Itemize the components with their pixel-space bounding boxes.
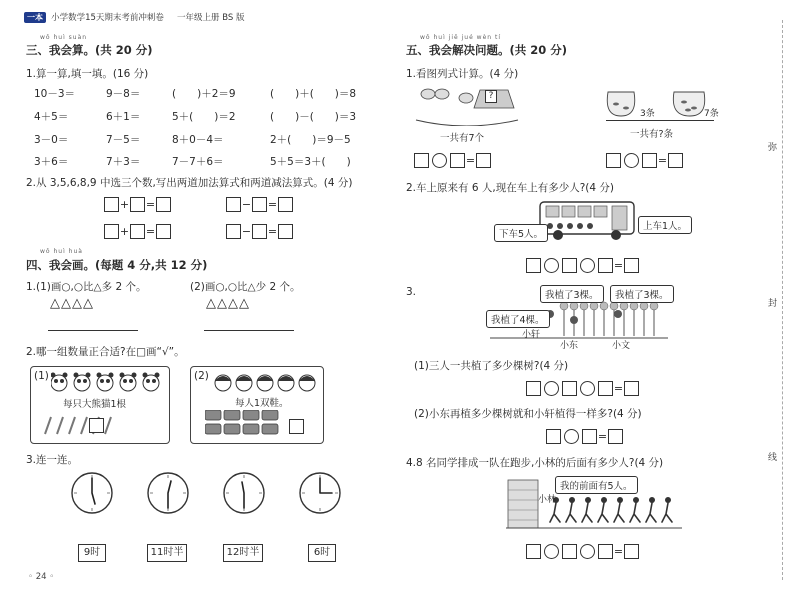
- name-xiaolin: 小林: [538, 495, 557, 505]
- calc-cell: 3＋6＝: [34, 156, 69, 168]
- calc-cell: 9－8＝: [106, 88, 141, 100]
- section5-title: 五、我会解决问题。(共 20 分): [406, 43, 568, 57]
- answer-circle[interactable]: [564, 429, 579, 444]
- answer-box[interactable]: [546, 429, 561, 444]
- answer-box[interactable]: [624, 381, 639, 396]
- section4-q1-title2: (2)画○,○比△少 2 个。: [190, 281, 301, 293]
- calc-cell: 5＋5＝3＋( ): [270, 156, 351, 168]
- time-box-2[interactable]: 11时半: [147, 544, 187, 562]
- group2-label: (2): [194, 370, 209, 382]
- binding-char-3: 线: [768, 453, 778, 463]
- answer-circle[interactable]: [544, 544, 559, 559]
- group1-label: (1): [34, 370, 49, 382]
- fish-brace: [606, 120, 714, 121]
- triangles-2: △△△△: [206, 296, 250, 311]
- answer-box[interactable]: [450, 153, 465, 168]
- answer-box[interactable]: [252, 224, 267, 239]
- answer-circle[interactable]: [544, 381, 559, 396]
- answer-box[interactable]: [642, 153, 657, 168]
- calc-cell: 7－7＋6＝: [172, 156, 224, 168]
- equation-bus: =: [526, 257, 639, 273]
- section4-title: 四、我会画。(每题 4 分,共 12 分): [26, 258, 208, 272]
- answer-box[interactable]: [526, 381, 541, 396]
- binding-char-1: 弥: [768, 143, 778, 153]
- calc-cell: ( )－( )＝3: [270, 111, 357, 123]
- bubble-tree-c: 我植了4棵。: [486, 310, 550, 328]
- section5-q4-title: 4.8 名同学排成一队在跑步,小林的后面有多少人?(4 分): [406, 457, 664, 469]
- name-xiaoxuan: 小轩: [522, 330, 541, 340]
- answer-circle[interactable]: [580, 258, 595, 273]
- section4-q1-title: 1.(1)画○,○比△多 2 个。: [26, 281, 147, 293]
- time-box-1[interactable]: 9时: [78, 544, 106, 562]
- answer-box[interactable]: [668, 153, 683, 168]
- equation-fruit: =: [414, 152, 491, 168]
- name-xiaodong: 小东: [560, 341, 579, 351]
- calc-cell: 10－3＝: [34, 88, 76, 100]
- answer-box[interactable]: [624, 544, 639, 559]
- calc-cell: 2＋( )＝9－5: [270, 134, 351, 146]
- answer-box[interactable]: [104, 197, 119, 212]
- answer-box[interactable]: [130, 224, 145, 239]
- name-xiaowen: 小文: [612, 341, 631, 351]
- section3-pinyin: wǒ huì suàn: [40, 34, 88, 41]
- fish-caption: 一共有?条: [630, 129, 674, 140]
- answer-box[interactable]: [598, 544, 613, 559]
- answer-circle[interactable]: [544, 258, 559, 273]
- time-box-3[interactable]: 12时半: [223, 544, 263, 562]
- answer-box[interactable]: [608, 429, 623, 444]
- kid-icons: [213, 371, 317, 393]
- bubble-runner: 我的前面有5人。: [555, 476, 638, 494]
- answer-box[interactable]: [598, 258, 613, 273]
- answer-box[interactable]: [606, 153, 621, 168]
- fish-count-a: 3条: [640, 109, 655, 119]
- section3-title: 三、我会算。(共 20 分): [26, 43, 153, 57]
- answer-circle[interactable]: [432, 153, 447, 168]
- answer-box[interactable]: [226, 224, 241, 239]
- calc-cell: ( )＋( )＝8: [270, 88, 357, 100]
- answer-box[interactable]: [562, 258, 577, 273]
- answer-box[interactable]: [562, 544, 577, 559]
- page-number: 24: [35, 572, 47, 582]
- section5-q3-sub2: (2)小东再植多少棵树就和小轩植得一样多?(4 分): [414, 408, 642, 420]
- drawing-line-2[interactable]: [204, 330, 294, 331]
- equation-runners: =: [526, 543, 639, 559]
- bamboo-icons: [41, 414, 131, 436]
- section5-q2-title: 2.车上原来有 6 人,现在车上有多少人?(4 分): [406, 182, 614, 194]
- header-grade: 一年级上册 BS 版: [177, 13, 245, 23]
- equation-sub-1: − =: [226, 196, 293, 212]
- bubble-tree-b: 我植了3棵。: [610, 285, 674, 303]
- answer-box[interactable]: [598, 381, 613, 396]
- answer-box[interactable]: [278, 224, 293, 239]
- answer-circle[interactable]: [580, 381, 595, 396]
- shoe-icons: [205, 410, 301, 438]
- equation-sub-2: − =: [226, 223, 293, 239]
- equation-add-1: + =: [104, 196, 171, 212]
- section5-q3-title: 3.: [406, 286, 417, 298]
- calc-cell: 6＋1＝: [106, 111, 141, 123]
- page-number-wrap: ◦ 24 ◦: [28, 572, 55, 582]
- equation-trees-2: =: [546, 428, 623, 444]
- binding-char-2: 封: [768, 299, 778, 309]
- calc-cell: 3－0＝: [34, 134, 69, 146]
- answer-box[interactable]: [562, 381, 577, 396]
- time-box-4[interactable]: 6时: [308, 544, 336, 562]
- equation-add-2: + =: [104, 223, 171, 239]
- calc-cell: 8＋0－4＝: [172, 134, 224, 146]
- section4-pinyin: wǒ huì huà: [40, 248, 83, 255]
- fish-count-b: 7条: [704, 109, 719, 119]
- section3-q1-title: 1.算一算,填一填。(16 分): [26, 68, 149, 80]
- answer-box[interactable]: [526, 258, 541, 273]
- section4-q3-title: 3.连一连。: [26, 454, 79, 466]
- calc-cell: 4＋5＝: [34, 111, 69, 123]
- answer-box[interactable]: [582, 429, 597, 444]
- check-box-1[interactable]: [89, 418, 104, 433]
- answer-box[interactable]: [476, 153, 491, 168]
- calc-cell: 7＋3＝: [106, 156, 141, 168]
- calc-cell: 7－5＝: [106, 134, 141, 146]
- panda-group-frame: [30, 366, 170, 444]
- section3-q2-title: 2.从 3,5,6,8,9 中选三个数,写出两道加法算式和两道减法算式。(4 分): [26, 177, 353, 189]
- kids-group-frame: [190, 366, 324, 444]
- panda-icons: [51, 372, 167, 394]
- answer-box[interactable]: [414, 153, 429, 168]
- answer-circle[interactable]: [624, 153, 639, 168]
- answer-box[interactable]: [156, 224, 171, 239]
- header-title: 小学数学15天期末考前冲刺卷: [51, 13, 164, 23]
- answer-circle[interactable]: [580, 544, 595, 559]
- equation-fish: =: [606, 152, 683, 168]
- bubble-tree-a: 我植了3棵。: [540, 285, 604, 303]
- answer-box[interactable]: [226, 197, 241, 212]
- bubble-get-off: 下车5人。: [494, 224, 548, 242]
- fruit-picture: [414, 86, 520, 126]
- binding-line: [782, 20, 783, 580]
- drawing-line-1[interactable]: [48, 330, 138, 331]
- section5-pinyin: wǒ huì jiě jué wèn tí: [420, 34, 501, 41]
- section5-q3-sub1: (1)三人一共植了多少棵树?(4 分): [414, 360, 569, 372]
- fruit-unknown: ?: [485, 90, 497, 103]
- group1-caption: 每只大熊猫1根: [63, 399, 127, 410]
- section4-q2-title: 2.哪一组数量正合适?在□画“√”。: [26, 346, 185, 358]
- fishbowl-picture: [604, 86, 708, 122]
- calc-cell: 5＋( )＝2: [172, 111, 236, 123]
- answer-box[interactable]: [624, 258, 639, 273]
- header-badge: 一本: [24, 12, 46, 23]
- answer-box[interactable]: [252, 197, 267, 212]
- check-box-2[interactable]: [289, 419, 304, 434]
- page-header: [24, 5, 245, 24]
- answer-box[interactable]: [278, 197, 293, 212]
- bubble-get-on: 上车1人。: [638, 216, 692, 234]
- triangles-1: △△△△: [50, 296, 94, 311]
- answer-box[interactable]: [130, 197, 145, 212]
- fruit-caption: 一共有7个: [440, 133, 485, 144]
- equation-trees-1: =: [526, 380, 639, 396]
- answer-box[interactable]: [526, 544, 541, 559]
- group2-caption: 每人1双鞋。: [235, 398, 289, 409]
- clocks: [70, 470, 370, 516]
- answer-box[interactable]: [156, 197, 171, 212]
- answer-box[interactable]: [104, 224, 119, 239]
- calc-cell: ( )＋2＝9: [172, 88, 236, 100]
- section5-q1-title: 1.看图列式计算。(4 分): [406, 68, 519, 80]
- bus-picture: [536, 198, 640, 242]
